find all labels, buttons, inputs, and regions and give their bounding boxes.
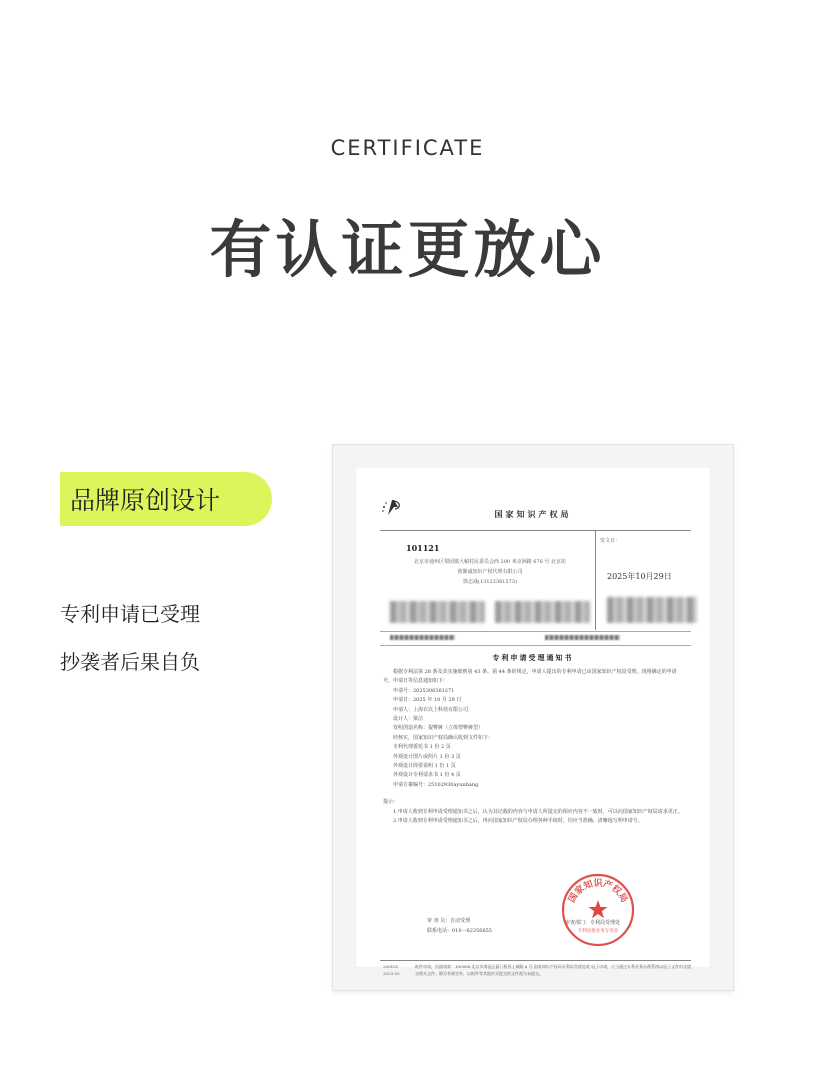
sent-date-label: 发文日：	[600, 538, 621, 544]
field-line: 申请号：2025306361271	[393, 687, 455, 694]
eyebrow-text: CERTIFICATE	[330, 136, 485, 160]
divider	[380, 960, 691, 961]
department-label: 审查部门：专利局受理处	[565, 920, 621, 926]
certificate-frame	[333, 445, 733, 990]
redacted-text	[545, 635, 620, 640]
field-line: 设计人：梁洁	[393, 716, 424, 723]
field-line: 经核实，国家知识产权局确认收到文件如下：	[393, 734, 494, 741]
divider	[380, 631, 691, 632]
auditor-block	[427, 916, 492, 936]
official-seal-icon	[560, 872, 636, 948]
form-code-line: 200101	[383, 964, 399, 969]
auditor-label: 审 查 员：自动受理	[427, 918, 471, 924]
field-line: 外观设计图片或照片 1 份 3 页	[393, 753, 461, 760]
tips-label: 提示：	[383, 799, 399, 806]
office-name: 国家知识产权局	[494, 509, 572, 519]
form-code	[383, 963, 403, 977]
redacted-barcode	[495, 601, 590, 623]
redacted-barcode	[607, 597, 697, 623]
tip-line: 2.申请人收到专利申请受理通知书之后，再向国家知识产权局办理各种手续时，均应当准确、清晰地写明申请号。	[393, 818, 643, 825]
field-line: 外观设计专利请求书 1 份 4 页	[393, 772, 461, 779]
field-line: 专利代理委托书 1 份 2 页	[393, 744, 451, 751]
field-line: 申请日：2025 年 10 月 29 日	[393, 697, 462, 704]
field-line: 外观设计简要说明 1 份 1 页	[393, 763, 456, 770]
notice-intro: 根据专利法第 28 条及其实施细则第 43 条、第 44 条的规定，申请人提出的专利申请已由国家知识产权局受理。现将确定的申请号、申请日等信息通知如下：	[383, 669, 677, 685]
divider	[380, 645, 691, 646]
patent-accepted-text: 专利申请已受理	[60, 602, 200, 626]
address-line: 创聚诚知识产权代理有限公司	[457, 569, 523, 575]
address-line: 徐志彧(13122381573)	[463, 579, 517, 585]
certificate-paper	[355, 467, 711, 976]
recipient-address	[395, 557, 585, 587]
notice-title: 专利申请受理通知书	[492, 653, 574, 662]
seal-bottom-text: 专利审批业务专用章	[577, 929, 619, 934]
form-code-line: 2023.03	[383, 971, 400, 976]
seal-top-text: 国家知识产权局	[567, 879, 629, 905]
field-line: 申请人：上海衣以上科技有限公司	[393, 706, 469, 713]
redacted-text	[390, 635, 455, 640]
svg-text:国家知识产权局	[565, 877, 629, 904]
brand-original-badge: 品牌原创设计	[60, 472, 272, 526]
copy-warning-text: 抄袭者后果自负	[60, 650, 200, 674]
footer-note: 纸件申请，回函请寄：100088 北京市海淀区蓟门桥西土城路 6 号 国家知识产权局专利局受理处收 电子申请，应当通过专利业务办理系统以电子文件形式提交相关文件。除另有规定外，以纸件等其他形式提交的文件视为未提交。	[415, 964, 692, 976]
field-line: 申请方案编号：25102930ayunhang	[393, 781, 479, 788]
address-line: 北京市通州区梨园镇大稿村民委员会西 200 米京洲路 676 号 北京坊	[413, 559, 567, 565]
postal-code: 101121	[406, 543, 440, 553]
redacted-barcode	[390, 601, 485, 623]
field-line: 发明创造名称：提臀裤（立体塑臀裤型）	[393, 725, 484, 732]
phone-label: 联系电话：010－62356655	[427, 928, 492, 934]
divider	[380, 530, 691, 531]
tip-line: 1.申请人收到专利申请受理通知书之后，认为其记载的内容与申请人所提交的相应内容不一致时，可以向国家知识产权局请求更正。	[393, 808, 683, 815]
notice-body	[383, 668, 683, 827]
divider	[595, 530, 596, 630]
page-headline: 有认证更放心	[209, 213, 606, 286]
sent-date: 2025年10月29日	[607, 572, 672, 581]
